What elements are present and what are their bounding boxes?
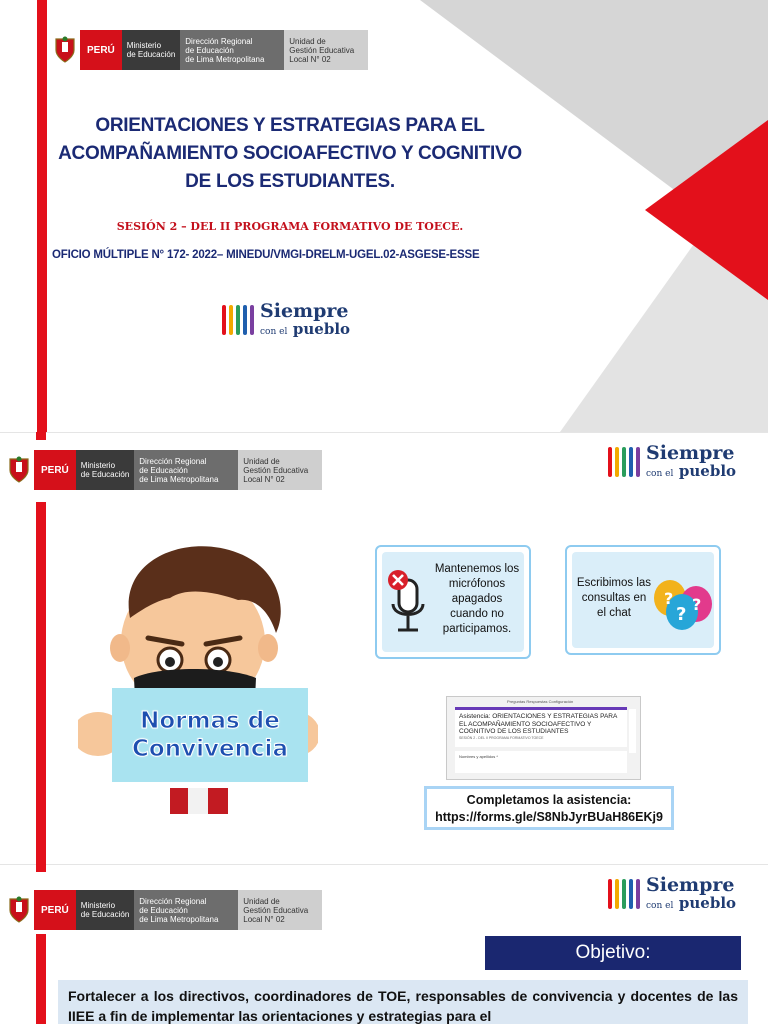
svg-text:?: ?	[676, 604, 687, 625]
banner-ugel: Unidad de Gestión Educativa Local N° 02	[284, 30, 368, 70]
red-side-bar	[36, 934, 46, 1024]
slide-divider	[0, 864, 768, 865]
oficio-reference: OFICIO MÚLTIPLE N° 172- 2022– MINEDU/VMGI-DRELM-UGEL.02-ASGESE-ESSE	[52, 249, 480, 261]
title-line: DE LOS ESTUDIANTES.	[185, 171, 395, 192]
banner-dre: Dirección Regional de Educación de Lima Metropolitana	[134, 450, 238, 490]
minedu-banner	[4, 450, 322, 490]
forms-question-card	[455, 751, 627, 773]
minedu-banner	[4, 890, 322, 930]
logo-siempre: Siempre	[646, 442, 735, 464]
siempre-con-el-pueblo-logo	[608, 444, 736, 479]
red-side-bar	[36, 502, 46, 864]
normas-sign	[112, 688, 308, 782]
slide-objective	[0, 864, 768, 1024]
peru-shield-icon	[4, 450, 34, 490]
forms-subtitle: SESIÓN 2 - DEL II PROGRAMA FORMATIVO TOECE	[459, 735, 544, 740]
banner-ministerio: Ministerio de Educación	[76, 890, 134, 930]
microphone-rule-card	[375, 545, 531, 659]
banner-ugel: Unidad de Gestión Educativa Local N° 02	[238, 450, 322, 490]
microphone-rule-text: Mantenemos los micrófonos apagados cuando no participamos.	[434, 563, 520, 635]
logo-con-el: con el	[646, 901, 674, 911]
chat-rule-card	[565, 545, 721, 655]
banner-ministerio: Ministerio de Educación	[122, 30, 180, 70]
banner-dre: Dirección Regional de Educación de Lima Metropolitana	[180, 30, 284, 70]
logo-pueblo: pueblo	[678, 462, 737, 480]
forms-header-card	[455, 707, 627, 747]
objetivo-heading: Objetivo:	[485, 936, 741, 970]
attendance-label: Completamos la asistencia:	[466, 793, 632, 807]
banner-peru: PERÚ	[34, 450, 76, 490]
forms-tabs: Preguntas Respuestas Configuración	[507, 699, 574, 704]
peru-shield-icon	[4, 890, 34, 930]
red-side-bar	[36, 864, 46, 872]
banner-peru: PERÚ	[34, 890, 76, 930]
banner-ugel: Unidad de Gestión Educativa Local N° 02	[238, 890, 322, 930]
title-line: ACOMPAÑAMIENTO SOCIOAFECTIVO Y COGNITIVO	[58, 143, 522, 164]
attendance-link-box[interactable]	[424, 786, 674, 830]
forms-field-label: Nombres y apellidos *	[459, 754, 498, 759]
banner-peru: PERÚ	[80, 30, 122, 70]
objetivo-text: Fortalecer a los directivos, coordinadores de TOE, responsables de convivencia y docentes de las IIEE a fin de implementar las orientaciones y estrategias para el	[58, 980, 748, 1024]
chat-rule-text: Escribimos las consultas en el chat	[576, 577, 652, 619]
slide-title	[0, 0, 768, 432]
logo-pueblo: pueblo	[678, 894, 737, 912]
svg-text:?: ?	[692, 595, 702, 614]
logo-pueblo: pueblo	[292, 320, 351, 338]
logo-siempre: Siempre	[260, 300, 349, 322]
question-bubbles-icon	[652, 572, 714, 638]
logo-con-el: con el	[260, 327, 288, 337]
normas-sign-line: Convivencia	[132, 736, 288, 762]
banner-dre: Dirección Regional de Educación de Lima Metropolitana	[134, 890, 238, 930]
logo-con-el: con el	[646, 469, 674, 479]
slide-norms	[0, 432, 768, 864]
logo-bars-icon	[608, 447, 640, 477]
forms-title: Asistencia: ORIENTACIONES Y ESTRATEGIAS PARA EL ACOMPAÑAMIENTO SOCIOAFECTIVO Y COGNITIVO DE LOS ESTUDIANTES	[459, 713, 617, 735]
banner-ministerio: Ministerio de Educación	[76, 450, 134, 490]
normas-sign-line: Normas de	[140, 708, 280, 734]
siempre-con-el-pueblo-logo	[608, 876, 736, 911]
forms-toolbar	[629, 709, 636, 753]
red-side-bar	[36, 432, 46, 440]
svg-text:?: ?	[664, 589, 674, 608]
logo-siempre: Siempre	[646, 874, 735, 896]
page-title	[40, 112, 540, 196]
muted-microphone-icon	[386, 568, 430, 638]
title-line: ORIENTACIONES Y ESTRATEGIAS PARA EL	[95, 115, 485, 136]
forms-preview-screenshot	[446, 696, 641, 780]
siempre-con-el-pueblo-logo	[222, 302, 350, 337]
attendance-url[interactable]: https://forms.gle/S8NbJyrBUaH86EKj9	[435, 810, 663, 824]
slide-divider	[0, 432, 768, 433]
session-subtitle: SESIÓN 2 – DEL II PROGRAMA FORMATIVO DE TOECE.	[116, 220, 464, 233]
minedu-banner	[50, 30, 368, 70]
red-side-bar	[37, 0, 47, 432]
peru-shield-icon	[50, 30, 80, 70]
logo-bars-icon	[222, 305, 254, 335]
logo-bars-icon	[608, 879, 640, 909]
